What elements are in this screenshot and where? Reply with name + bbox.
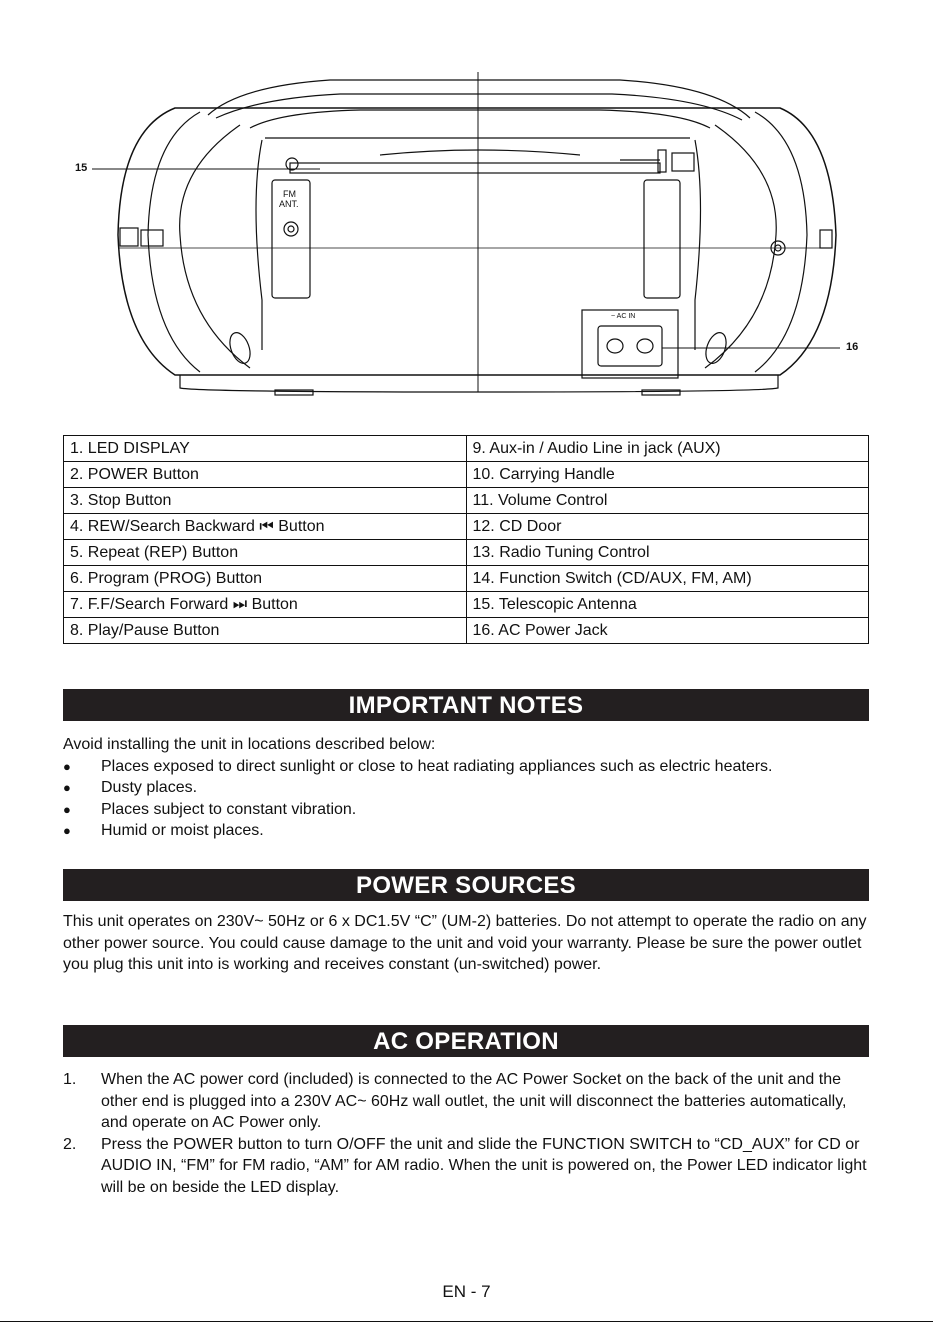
part-item: 4. REW/Search Backward ⏮ Button <box>64 514 467 540</box>
power-sources-text: This unit operates on 230V~ 50Hz or 6 x DC1.5V “C” (UM-2) batteries. Do not attempt to operate the radio on any other power source. You could cause damage to the unit and void your warranty. Please be sure the power outlet you plug this unit into is working and receives constant (un-switched) power. <box>63 913 867 973</box>
fm-ant-label-line1: FM <box>283 189 296 199</box>
list-item <box>63 777 869 799</box>
part-item: 8. Play/Pause Button <box>64 618 467 644</box>
part-item: 13. Radio Tuning Control <box>466 540 869 566</box>
callout-15: 15 <box>75 162 88 174</box>
list-item <box>63 820 869 842</box>
part-item: 9. Aux-in / Audio Line in jack (AUX) <box>466 436 869 462</box>
bottom-divider <box>0 1321 933 1322</box>
part-item: 10. Carrying Handle <box>466 462 869 488</box>
list-item-number: 2. <box>63 1135 77 1153</box>
important-notes-intro: Avoid installing the unit in locations described below: <box>63 736 436 753</box>
callout-16: 16 <box>846 341 859 353</box>
list-item-number: 1. <box>63 1071 77 1088</box>
part-item: 15. Telescopic Antenna <box>466 592 869 618</box>
table-row <box>64 514 869 540</box>
list-item-text: When the AC power cord (included) is connected to the AC Power Socket on the back of the unit and the other end is plugged into a 230V AC~ 60Hz wall outlet, the unit will disconnect the batteries automatically, and operate on AC Power only. <box>101 1071 847 1131</box>
part-item: 7. F.F/Search Forward ⏭ Button <box>64 592 467 618</box>
part-item: 14. Function Switch (CD/AUX, FM, AM) <box>466 566 869 592</box>
bullet-icon: ● <box>63 758 71 774</box>
table-row <box>64 618 869 644</box>
list-item <box>63 1134 869 1199</box>
list-item-text: Press the POWER button to turn O/OFF the unit and slide the FUNCTION SWITCH to “CD_AUX” for CD or AUDIO IN, “FM” for FM radio, “AM” for AM radio. When the unit is powered on, the Power LED indicator light will be on beside the LED display. <box>101 1135 867 1196</box>
page-number: EN - 7 <box>442 1282 491 1301</box>
ac-in-label: ~ AC IN <box>611 313 636 320</box>
power-sources-heading: POWER SOURCES <box>63 869 869 901</box>
table-row <box>64 488 869 514</box>
important-notes-heading: IMPORTANT NOTES <box>63 689 869 721</box>
parts-list-table <box>63 435 869 644</box>
part-item: 1. LED DISPLAY <box>64 436 467 462</box>
part-item: 6. Program (PROG) Button <box>64 566 467 592</box>
table-row <box>64 566 869 592</box>
ac-operation-body <box>63 1069 869 1198</box>
list-item-text: Places subject to constant vibration. <box>101 800 357 818</box>
fm-ant-label-line2: ANT. <box>279 199 299 209</box>
part-item: 3. Stop Button <box>64 488 467 514</box>
table-row <box>64 436 869 462</box>
part-item: 2. POWER Button <box>64 462 467 488</box>
table-row <box>64 462 869 488</box>
list-item-text: Humid or moist places. <box>101 822 264 839</box>
table-row <box>64 540 869 566</box>
list-item <box>63 799 869 821</box>
important-notes-body <box>63 734 869 842</box>
ac-operation-heading: AC OPERATION <box>63 1025 869 1057</box>
bullet-icon: ● <box>63 801 71 817</box>
bullet-icon: ● <box>63 780 71 795</box>
unit-back-view-diagram <box>0 0 933 420</box>
part-item: 12. CD Door <box>466 514 869 540</box>
list-item <box>63 756 869 778</box>
list-item-text: Dusty places. <box>101 779 198 796</box>
part-item: 5. Repeat (REP) Button <box>64 540 467 566</box>
list-item-text: Places exposed to direct sunlight or close to heat radiating appliances such as electric heaters. <box>101 757 773 775</box>
list-item <box>63 1069 869 1134</box>
part-item: 16. AC Power Jack <box>466 618 869 644</box>
part-item: 11. Volume Control <box>466 488 869 514</box>
bullet-icon: ● <box>63 823 71 838</box>
table-row <box>64 592 869 618</box>
